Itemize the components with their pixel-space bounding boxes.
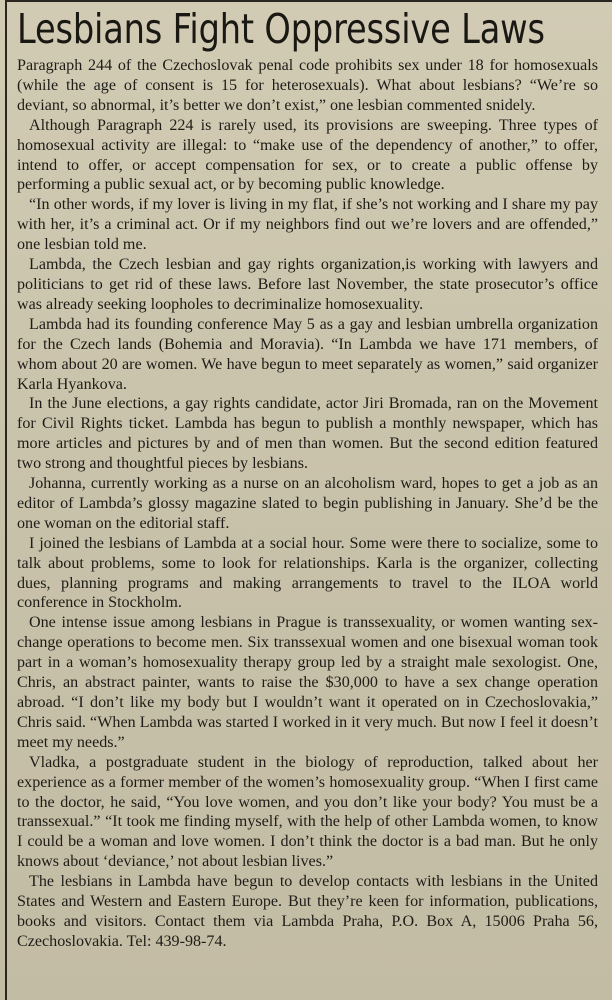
paragraph-in-other-words: “In other words, if my lover is living in my flat, if she’s not working and I share my pay with her, it’s a criminal act. Or if my neighbors find out we’re lovers and are offended,” one lesbian told me. bbox=[17, 196, 598, 254]
paragraph-penal-code: Paragraph 244 of the Czechoslovak penal code prohibits sex under 18 for homosexuals (while the age of consent is 15 for heterosexuals). What about lesbians? “We’re so deviant, so abnormal, it’s better we don’t exist,” one lesbian commented snidely. bbox=[17, 57, 598, 114]
paragraph-vladka: Vladka, a postgraduate student in the biology of reproduction, talked about her experience as a former member of the women’s homosexuality group. “When I first came to the doctor, he said, “You love women, and you don’t like your body? You must be a transsexual.” “It took me finding myself, with the help of other Lambda women, to know I could be a woman and love women. I don’t think the doctor is a bad man. But he only knows about ‘deviance,’ not about lesbian lives.” bbox=[17, 753, 598, 871]
paragraph-june-elections: In the June elections, a gay rights candidate, actor Jiri Bromada, ran on the Movement for Civil Rights ticket. Lambda has begun to publish a monthly newspaper, which has more articles and pictures by and of men than women. But the second edition featured two strong and thoughtful pieces by lesbians. bbox=[17, 395, 598, 473]
paragraph-founding-conference: Lambda had its founding conference May 5 as a gay and lesbian umbrella organization for the Czech lands (Bohemia and Moravia). “In Lambda we have 171 members, of whom about 20 are women. We have begun to meet separately as women,” said organizer Karla Hyankova. bbox=[17, 315, 598, 393]
paragraph-johanna: Johanna, currently working as a nurse on an alcoholism ward, hopes to get a job as an editor of Lambda’s glossy magazine slated to begin publishing in January. She’d be the one woman on the editorial staff. bbox=[17, 475, 598, 532]
paragraph-contacts: The lesbians in Lambda have begun to develop contacts with lesbians in the United States and Western and Eastern Europe. But they’re keen for information, publications, books and visitors. Contact them via Lambda Praha, P.O. Box A, 15006 Praha 56, Czechoslovakia. Tel: 439-98-74. bbox=[17, 873, 598, 950]
paragraph-transsexuality: One intense issue among lesbians in Prague is transsexuality, or women wanting sex-change operations to become men. Six transsexual women and one bisexual woman took part in a woman’s homosexuality therapy group led by a straight male sexologist. One, Chris, an abstract painter, wants to raise the $30,000 to have a sex change operation abroad. “I don’t like my body but I wouldn’t want it operated on in Czechoslovakia,” Chris said. “When Lambda was started I worked in it very much. But now I feel it doesn’t meet my needs.” bbox=[17, 614, 598, 751]
clipping-border-top bbox=[5, 0, 612, 2]
article-headline: Lesbians Fight Oppressive Laws bbox=[17, 5, 545, 53]
paragraph-provisions: Although Paragraph 224 is rarely used, its provisions are sweeping. Three types of homosexual activity are illegal: to “make use of the dependency of another,” to offer, intend to offer, or accept compensation for sex, or to create a public offense by performing a public sexual act, or by becoming public knowledge. bbox=[17, 116, 598, 194]
paragraph-social-hour: I joined the lesbians of Lambda at a social hour. Some were there to socialize, some to talk about problems, some to look for relationships. Karla is the organizer, collecting dues, planning programs and making arrangements to travel to the ILOA world conference in Stockholm. bbox=[17, 534, 598, 612]
article-body bbox=[17, 56, 598, 952]
clipping-border-left bbox=[5, 0, 7, 1000]
paragraph-lambda-organization: Lambda, the Czech lesbian and gay rights organization,is working with lawyers and politicians to get rid of these laws. Before last November, the state prosecutor’s office was already seeking loopholes to decriminalize homosexuality. bbox=[17, 256, 598, 313]
